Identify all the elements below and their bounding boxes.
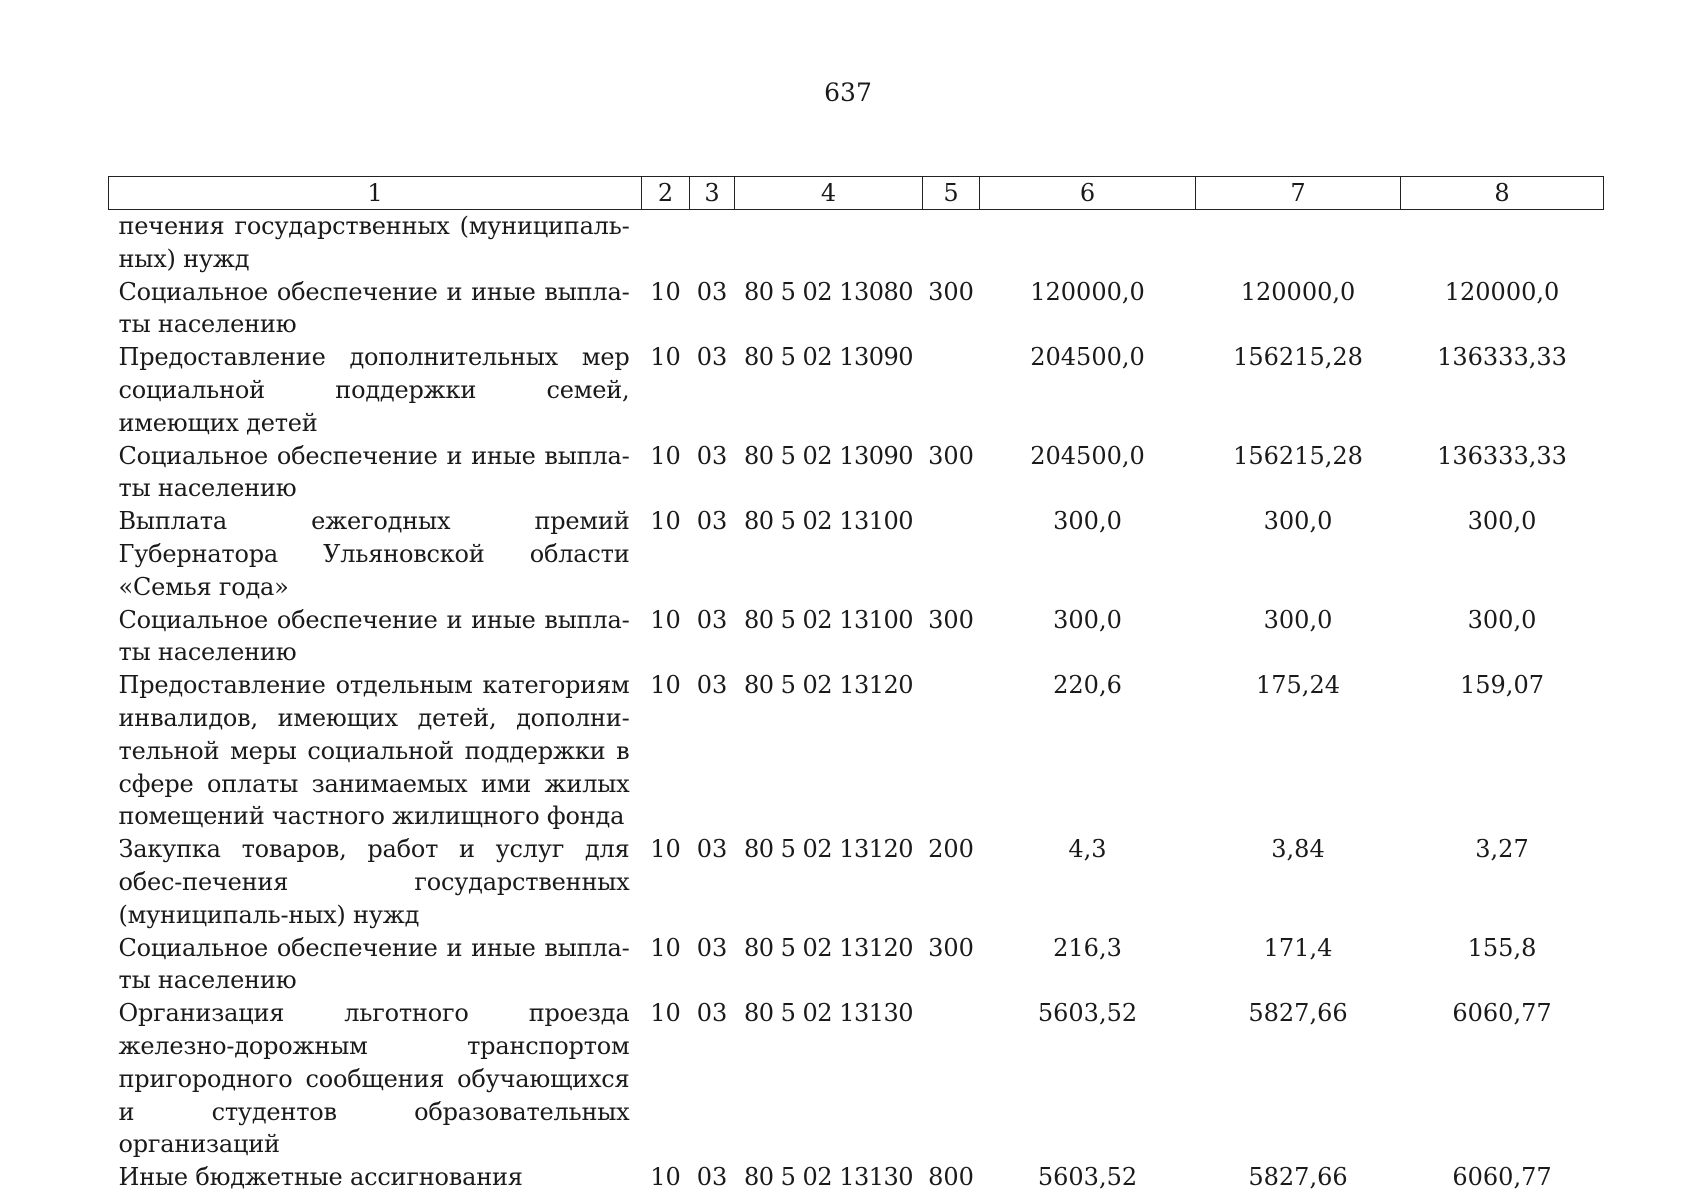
- table-row: [109, 505, 1604, 603]
- table-row: [109, 341, 1604, 439]
- row-target-code: 80 5 02 13090: [743, 343, 914, 372]
- row-subsection: 03: [696, 277, 728, 306]
- row-amount-col8: [1401, 210, 1604, 276]
- table-row: [109, 669, 1604, 833]
- header-row: [109, 177, 1604, 210]
- row-expense-type: 300: [928, 277, 974, 306]
- page-number: 637: [824, 78, 872, 107]
- row-amount-col7: 156215,28: [1233, 441, 1363, 470]
- row-subsection: 03: [696, 1163, 728, 1192]
- row-section: 10: [650, 605, 681, 634]
- row-amount-col6: 5603,52: [1037, 999, 1138, 1028]
- row-section: 10: [650, 507, 681, 536]
- row-target-code: 80 5 02 13120: [743, 933, 914, 962]
- table-header: [109, 177, 1604, 210]
- row-amount-col7: 5827,66: [1248, 1163, 1348, 1192]
- column-header-7: 7: [1196, 177, 1401, 210]
- row-amount-col8: 300,0: [1467, 605, 1537, 634]
- row-section: 10: [650, 1163, 681, 1192]
- row-amount-col8: 6060,77: [1452, 1163, 1552, 1192]
- row-section: [642, 210, 690, 276]
- row-expense-type: 300: [928, 933, 974, 962]
- row-section: 10: [650, 671, 681, 700]
- row-target-code: 80 5 02 13080: [743, 277, 914, 306]
- column-header-1: 1: [109, 177, 642, 210]
- row-amount-col7: 300,0: [1263, 605, 1333, 634]
- row-amount-col8: 6060,77: [1452, 999, 1552, 1028]
- row-amount-col7: 175,24: [1256, 671, 1340, 700]
- row-description: Выплата ежегодных премий Губернатора Ульяновской области «Семья года»: [118, 507, 630, 601]
- table-row: [109, 997, 1604, 1161]
- row-subsection: 03: [696, 933, 728, 962]
- row-amount-col7: 300,0: [1263, 507, 1333, 536]
- row-amount-col8: 120000,0: [1444, 277, 1560, 306]
- row-description: Предоставление отдельным категориям инвалидов, имеющих детей, дополни-тельной меры социальной поддержки в сфере оплаты занимаемых ими жилых помещений частного жилищного фонда: [118, 671, 630, 831]
- row-amount-col7: 171,4: [1263, 933, 1333, 962]
- row-target-code: 80 5 02 13130: [743, 999, 914, 1028]
- row-expense-type: [923, 210, 980, 276]
- column-header-8: 8: [1401, 177, 1604, 210]
- table-row: [109, 932, 1604, 998]
- row-section: 10: [650, 441, 681, 470]
- table-row: [109, 604, 1604, 670]
- row-section: 10: [650, 343, 681, 372]
- row-description: Предоставление дополнительных мер социальной поддержки семей, имеющих детей: [118, 343, 630, 437]
- row-expense-type: 300: [928, 441, 974, 470]
- row-amount-col6: 220,6: [1053, 671, 1122, 700]
- row-description: печения государственных (муниципаль-ных) нужд: [118, 212, 630, 273]
- row-subsection: [690, 210, 735, 276]
- table-row: [109, 210, 1604, 276]
- row-expense-type: [923, 669, 980, 833]
- row-subsection: 03: [696, 441, 728, 470]
- table-row: [109, 440, 1604, 506]
- column-header-3: 3: [690, 177, 735, 210]
- row-target-code: 80 5 02 13120: [743, 671, 914, 700]
- row-amount-col8: 136333,33: [1437, 441, 1567, 470]
- row-expense-type: [923, 341, 980, 439]
- row-target-code: 80 5 02 13090: [743, 441, 914, 470]
- column-header-5: 5: [923, 177, 980, 210]
- row-expense-type: [923, 997, 980, 1161]
- row-expense-type: 200: [928, 835, 974, 864]
- table-body: [109, 210, 1604, 1194]
- row-target-code: 80 5 02 13130: [743, 1163, 914, 1192]
- table-row: [109, 1161, 1604, 1194]
- column-header-6: 6: [980, 177, 1196, 210]
- row-subsection: 03: [696, 605, 728, 634]
- row-section: 10: [650, 933, 681, 962]
- row-amount-col8: 159,07: [1460, 671, 1544, 700]
- row-section: 10: [650, 999, 681, 1028]
- row-amount-col7: 156215,28: [1233, 343, 1363, 372]
- row-target-code: 80 5 02 13100: [743, 507, 914, 536]
- row-expense-type: [923, 505, 980, 603]
- row-amount-col6: 204500,0: [1030, 441, 1145, 470]
- row-description: Социальное обеспечение и иные выпла-ты населению: [118, 605, 630, 667]
- column-header-4: 4: [735, 177, 923, 210]
- table-row: [109, 276, 1604, 342]
- row-amount-col6: 300,0: [1053, 605, 1122, 634]
- row-description: Социальное обеспечение и иные выпла-ты населению: [118, 277, 630, 339]
- row-amount-col8: 300,0: [1467, 507, 1537, 536]
- row-target-code: 80 5 02 13120: [743, 835, 914, 864]
- column-header-2: 2: [642, 177, 690, 210]
- row-section: 10: [650, 277, 681, 306]
- row-amount-col7: 120000,0: [1240, 277, 1356, 306]
- row-amount-col7: 5827,66: [1248, 999, 1348, 1028]
- row-description: Иные бюджетные ассигнования: [118, 1163, 523, 1192]
- budget-table: [108, 176, 1604, 1194]
- row-amount-col8: 155,8: [1467, 933, 1537, 962]
- table-row: [109, 833, 1604, 931]
- row-description: Социальное обеспечение и иные выпла-ты населению: [118, 441, 630, 503]
- row-amount-col6: 300,0: [1053, 507, 1122, 536]
- row-expense-type: 800: [928, 1163, 974, 1192]
- row-amount-col8: 3,27: [1475, 835, 1529, 864]
- row-description: Закупка товаров, работ и услуг для обес-печения государственных (муниципаль-ных) нужд: [118, 835, 630, 929]
- row-amount-col6: 216,3: [1053, 933, 1122, 962]
- row-amount-col7: 3,84: [1271, 835, 1325, 864]
- row-description: Организация льготного проезда железно-дорожным транспортом пригородного сообщения обучающихся и студентов образовательных организаций: [118, 999, 630, 1159]
- row-amount-col6: [980, 210, 1196, 276]
- row-section: 10: [650, 835, 681, 864]
- row-subsection: 03: [696, 343, 728, 372]
- row-amount-col6: 5603,52: [1037, 1163, 1138, 1192]
- row-amount-col6: 120000,0: [1030, 277, 1145, 306]
- row-subsection: 03: [696, 671, 728, 700]
- row-amount-col8: 136333,33: [1437, 343, 1567, 372]
- row-target-code: 80 5 02 13100: [743, 605, 914, 634]
- row-amount-col6: 204500,0: [1030, 343, 1145, 372]
- row-amount-col7: [1196, 210, 1401, 276]
- row-subsection: 03: [696, 999, 728, 1028]
- row-amount-col6: 4,3: [1068, 835, 1107, 864]
- row-subsection: 03: [696, 835, 728, 864]
- row-target-code: [735, 210, 923, 276]
- row-subsection: 03: [696, 507, 728, 536]
- row-description: Социальное обеспечение и иные выпла-ты населению: [118, 933, 630, 995]
- row-expense-type: 300: [928, 605, 974, 634]
